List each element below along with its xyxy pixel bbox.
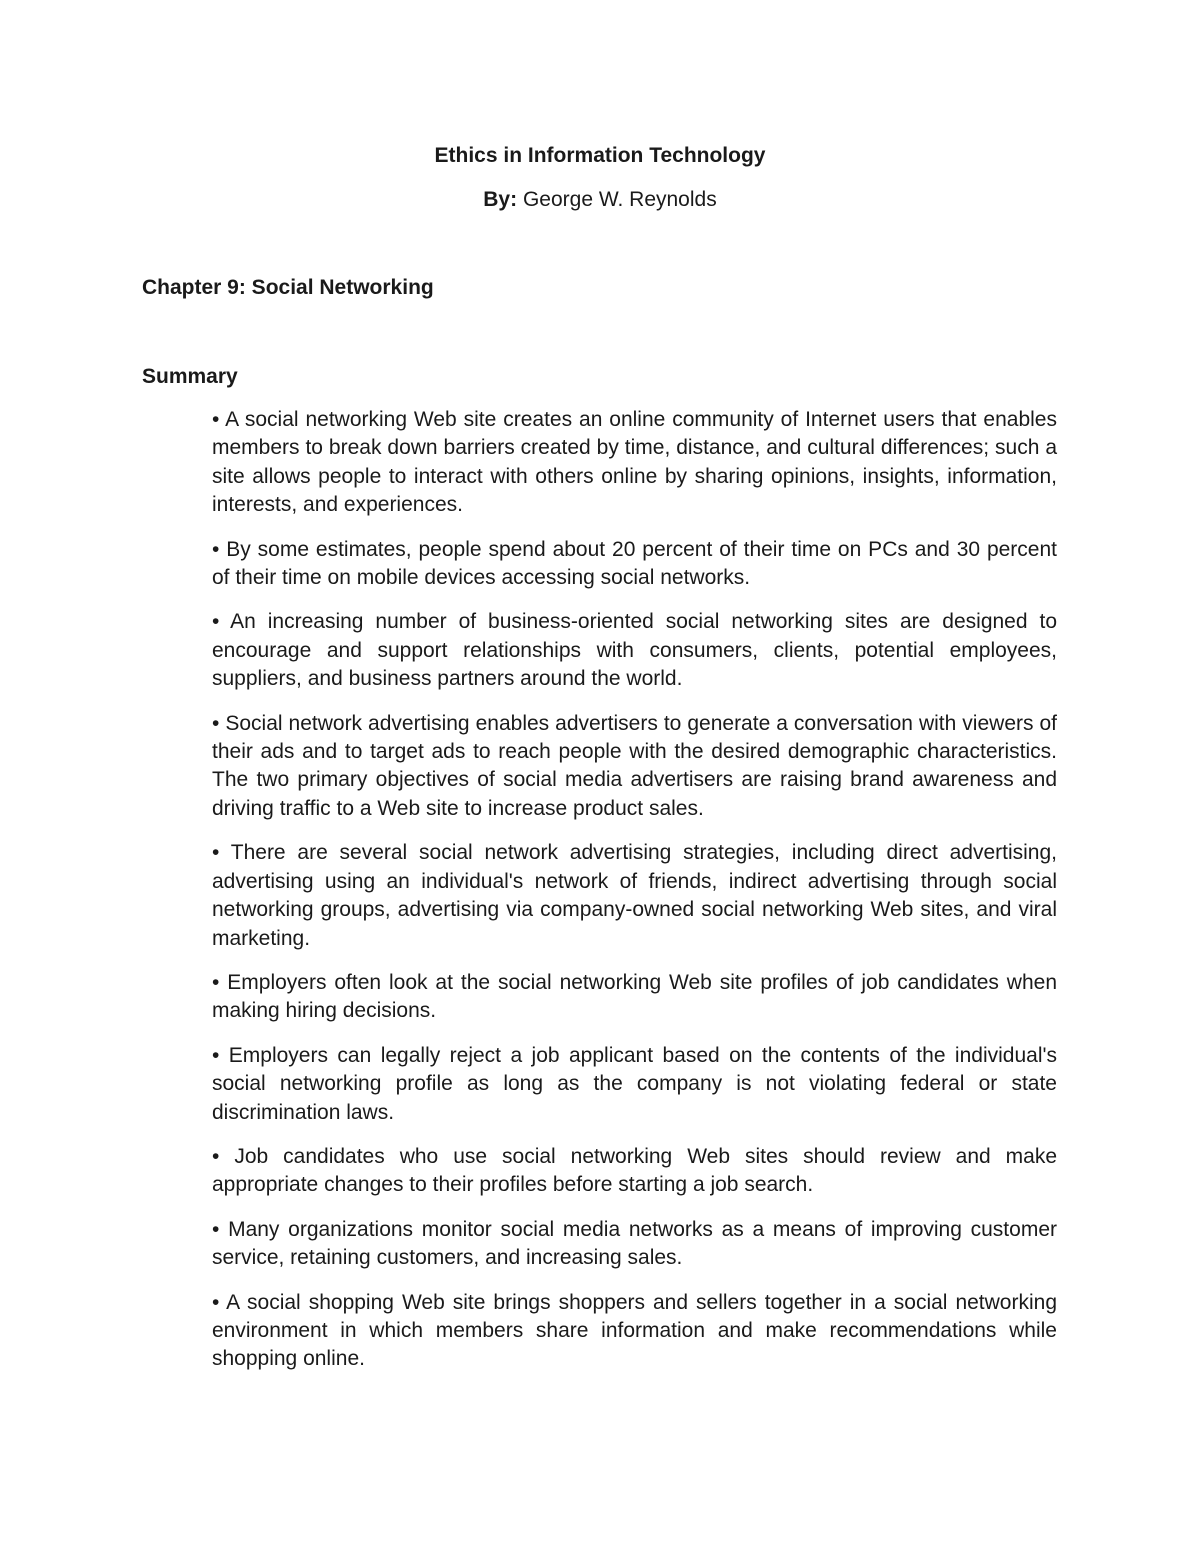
- summary-heading: Summary: [142, 365, 238, 388]
- summary-bullet-6: • Employers often look at the social networking Web site profiles of job candidates when making hiring decisions.: [212, 970, 1057, 1023]
- summary-bullet-2: • By some estimates, people spend about 20 percent of their time on PCs and 30 percent of their time on mobile devices accessing social networks.: [212, 537, 1057, 590]
- byline: [0, 186, 1200, 214]
- summary-bullet-list: [212, 406, 1057, 1390]
- summary-bullet-1: • A social networking Web site creates an online community of Internet users that enables members to break down barriers created by time, distance, and cultural differences; such a site allows people to interact with others online by sharing opinions, insights, information, interests, and experiences.: [212, 408, 1057, 517]
- summary-bullet-8: • Job candidates who use social networking Web sites should review and make appropriate changes to their profiles before starting a job search.: [212, 1144, 1057, 1197]
- byline-label: By:: [483, 188, 518, 211]
- summary-bullet-7: • Employers can legally reject a job applicant based on the contents of the individual's social networking profile as long as the company is not violating federal or state discrimination laws.: [212, 1043, 1057, 1124]
- summary-bullet-4: • Social network advertising enables advertisers to generate a conversation with viewers of their ads and to target ads to reach people with the desired demographic characteristics. The two primary objectives of social media advertisers are raising brand awareness and driving traffic to a Web site to increase product sales.: [212, 711, 1057, 820]
- summary-bullet-9: • Many organizations monitor social media networks as a means of improving customer service, retaining customers, and increasing sales.: [212, 1217, 1057, 1270]
- chapter-heading: Chapter 9: Social Networking: [142, 276, 434, 299]
- byline-author: George W. Reynolds: [522, 188, 717, 211]
- summary-bullet-5: • There are several social network advertising strategies, including direct advertising, advertising using an individual's network of friends, indirect advertising through social networking groups, advertising via company-owned social networking Web sites, and viral marketing.: [212, 841, 1057, 950]
- summary-bullet-3: • An increasing number of business-oriented social networking sites are designed to encourage and support relationships with consumers, clients, potential employees, suppliers, and business partners around the world.: [212, 610, 1057, 691]
- document-title: Ethics in Information Technology: [434, 144, 766, 167]
- summary-bullet-10: • A social shopping Web site brings shoppers and sellers together in a social networking environment in which members share information and make recommendations while shopping online.: [212, 1290, 1057, 1371]
